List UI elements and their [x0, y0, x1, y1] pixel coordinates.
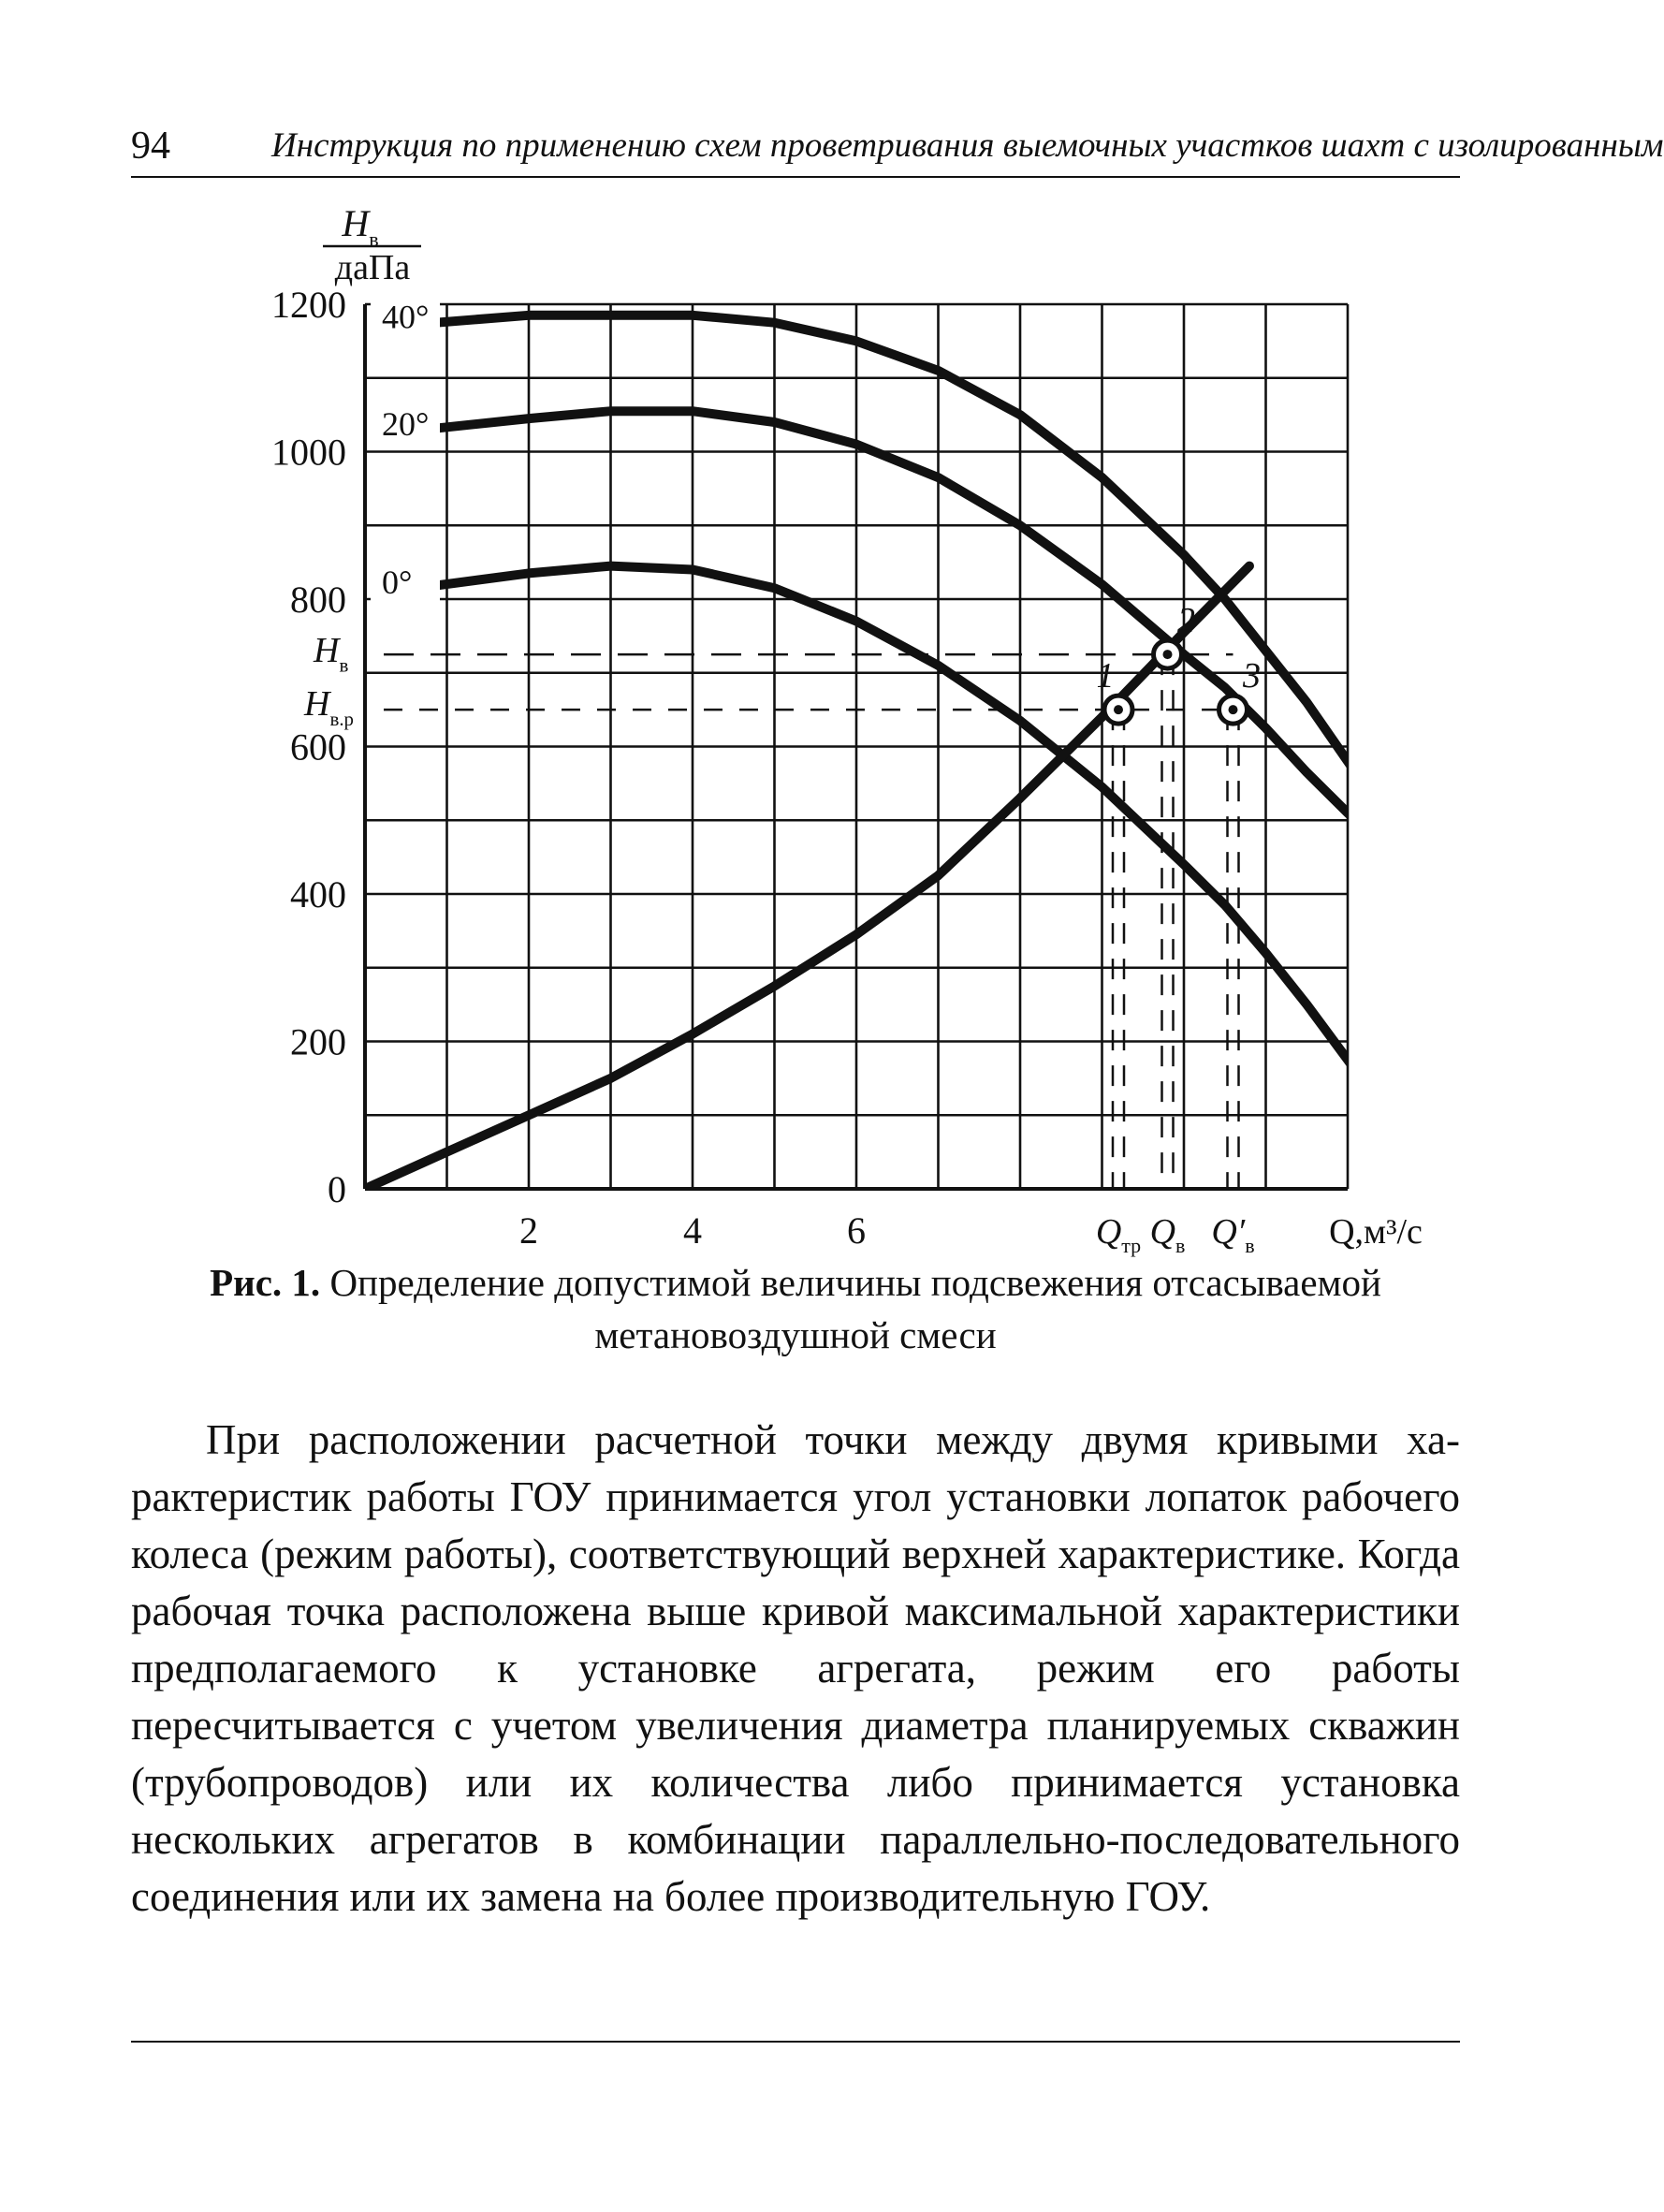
- body-paragraph: При расположении расчетной точки между двумя кривыми характеристик работы ГОУ принимается угол установки лопаток рабочего колеса (режим работы), соответствующий верхней характеристике. Когда рабочая точка расположена выше кривой максимальной характеристики предполагаемого к установке агрегата, режим его работы пересчитывается с учетом увеличения диаметра планируемых скважин (трубопроводов) или их количества либо принимается установка нескольких агрегатов в комбинации параллельно-последовательного соединения или их замена на более производительную ГОУ.: [131, 1416, 1460, 1920]
- series-label: 20°: [382, 404, 430, 443]
- fan-characteristic-chart: [0, 187, 1592, 1257]
- y-unit-denominator: даПа: [334, 248, 411, 287]
- page-number: 94: [131, 125, 170, 168]
- operating-point-dot: [1229, 705, 1238, 714]
- y-tick-label: 600: [290, 725, 346, 769]
- caption-text: Определение допустимой величины подсвежения отсасываемой метановоздушной смеси: [329, 1261, 1381, 1356]
- operating-point-dot: [1114, 705, 1123, 714]
- y-tick-label: 200: [290, 1020, 346, 1063]
- operating-point-label: 1: [1096, 656, 1115, 696]
- x-tick-label: 6: [847, 1209, 866, 1252]
- series-line: [365, 566, 1249, 1189]
- figure-caption: [131, 1256, 1460, 1361]
- y-tick-label: 800: [290, 579, 346, 621]
- running-title: Инструкция по применению схем проветривания выемочных участков шахт с изолированным: [271, 126, 1664, 165]
- x-marker-label: $Q_в$: [1149, 1212, 1186, 1257]
- y-tick-label: 400: [290, 873, 346, 916]
- figure: [0, 187, 1592, 1257]
- operating-point-label: 3: [1243, 656, 1261, 696]
- series-line: [389, 315, 1429, 880]
- x-marker-label: $Q'_в$: [1211, 1212, 1255, 1257]
- caption-number: Рис. 1.: [210, 1261, 321, 1304]
- x-marker-label: $Q_{тр}$: [1095, 1212, 1142, 1257]
- y-marker-label-hv: $Н_в$: [314, 631, 349, 677]
- operating-point-dot: [1163, 650, 1173, 659]
- series-label: 40°: [382, 298, 430, 336]
- y-unit-numerator: $H_в$: [342, 202, 379, 252]
- y-tick-label: 1000: [271, 431, 346, 474]
- footer-rule: [131, 2041, 1460, 2043]
- x-tick-label: 2: [519, 1209, 538, 1252]
- series-label: 0°: [382, 564, 413, 602]
- y-tick-label: 1200: [271, 284, 346, 326]
- x-tick-label: 4: [683, 1209, 702, 1252]
- y-tick-label: 0: [328, 1168, 346, 1210]
- page-header: [131, 120, 1664, 178]
- operating-point-label: 2: [1177, 601, 1195, 641]
- y-marker-label-hvr: $Н_{в.р}$: [304, 684, 354, 730]
- x-axis-label: Q,м³/с: [1329, 1212, 1423, 1252]
